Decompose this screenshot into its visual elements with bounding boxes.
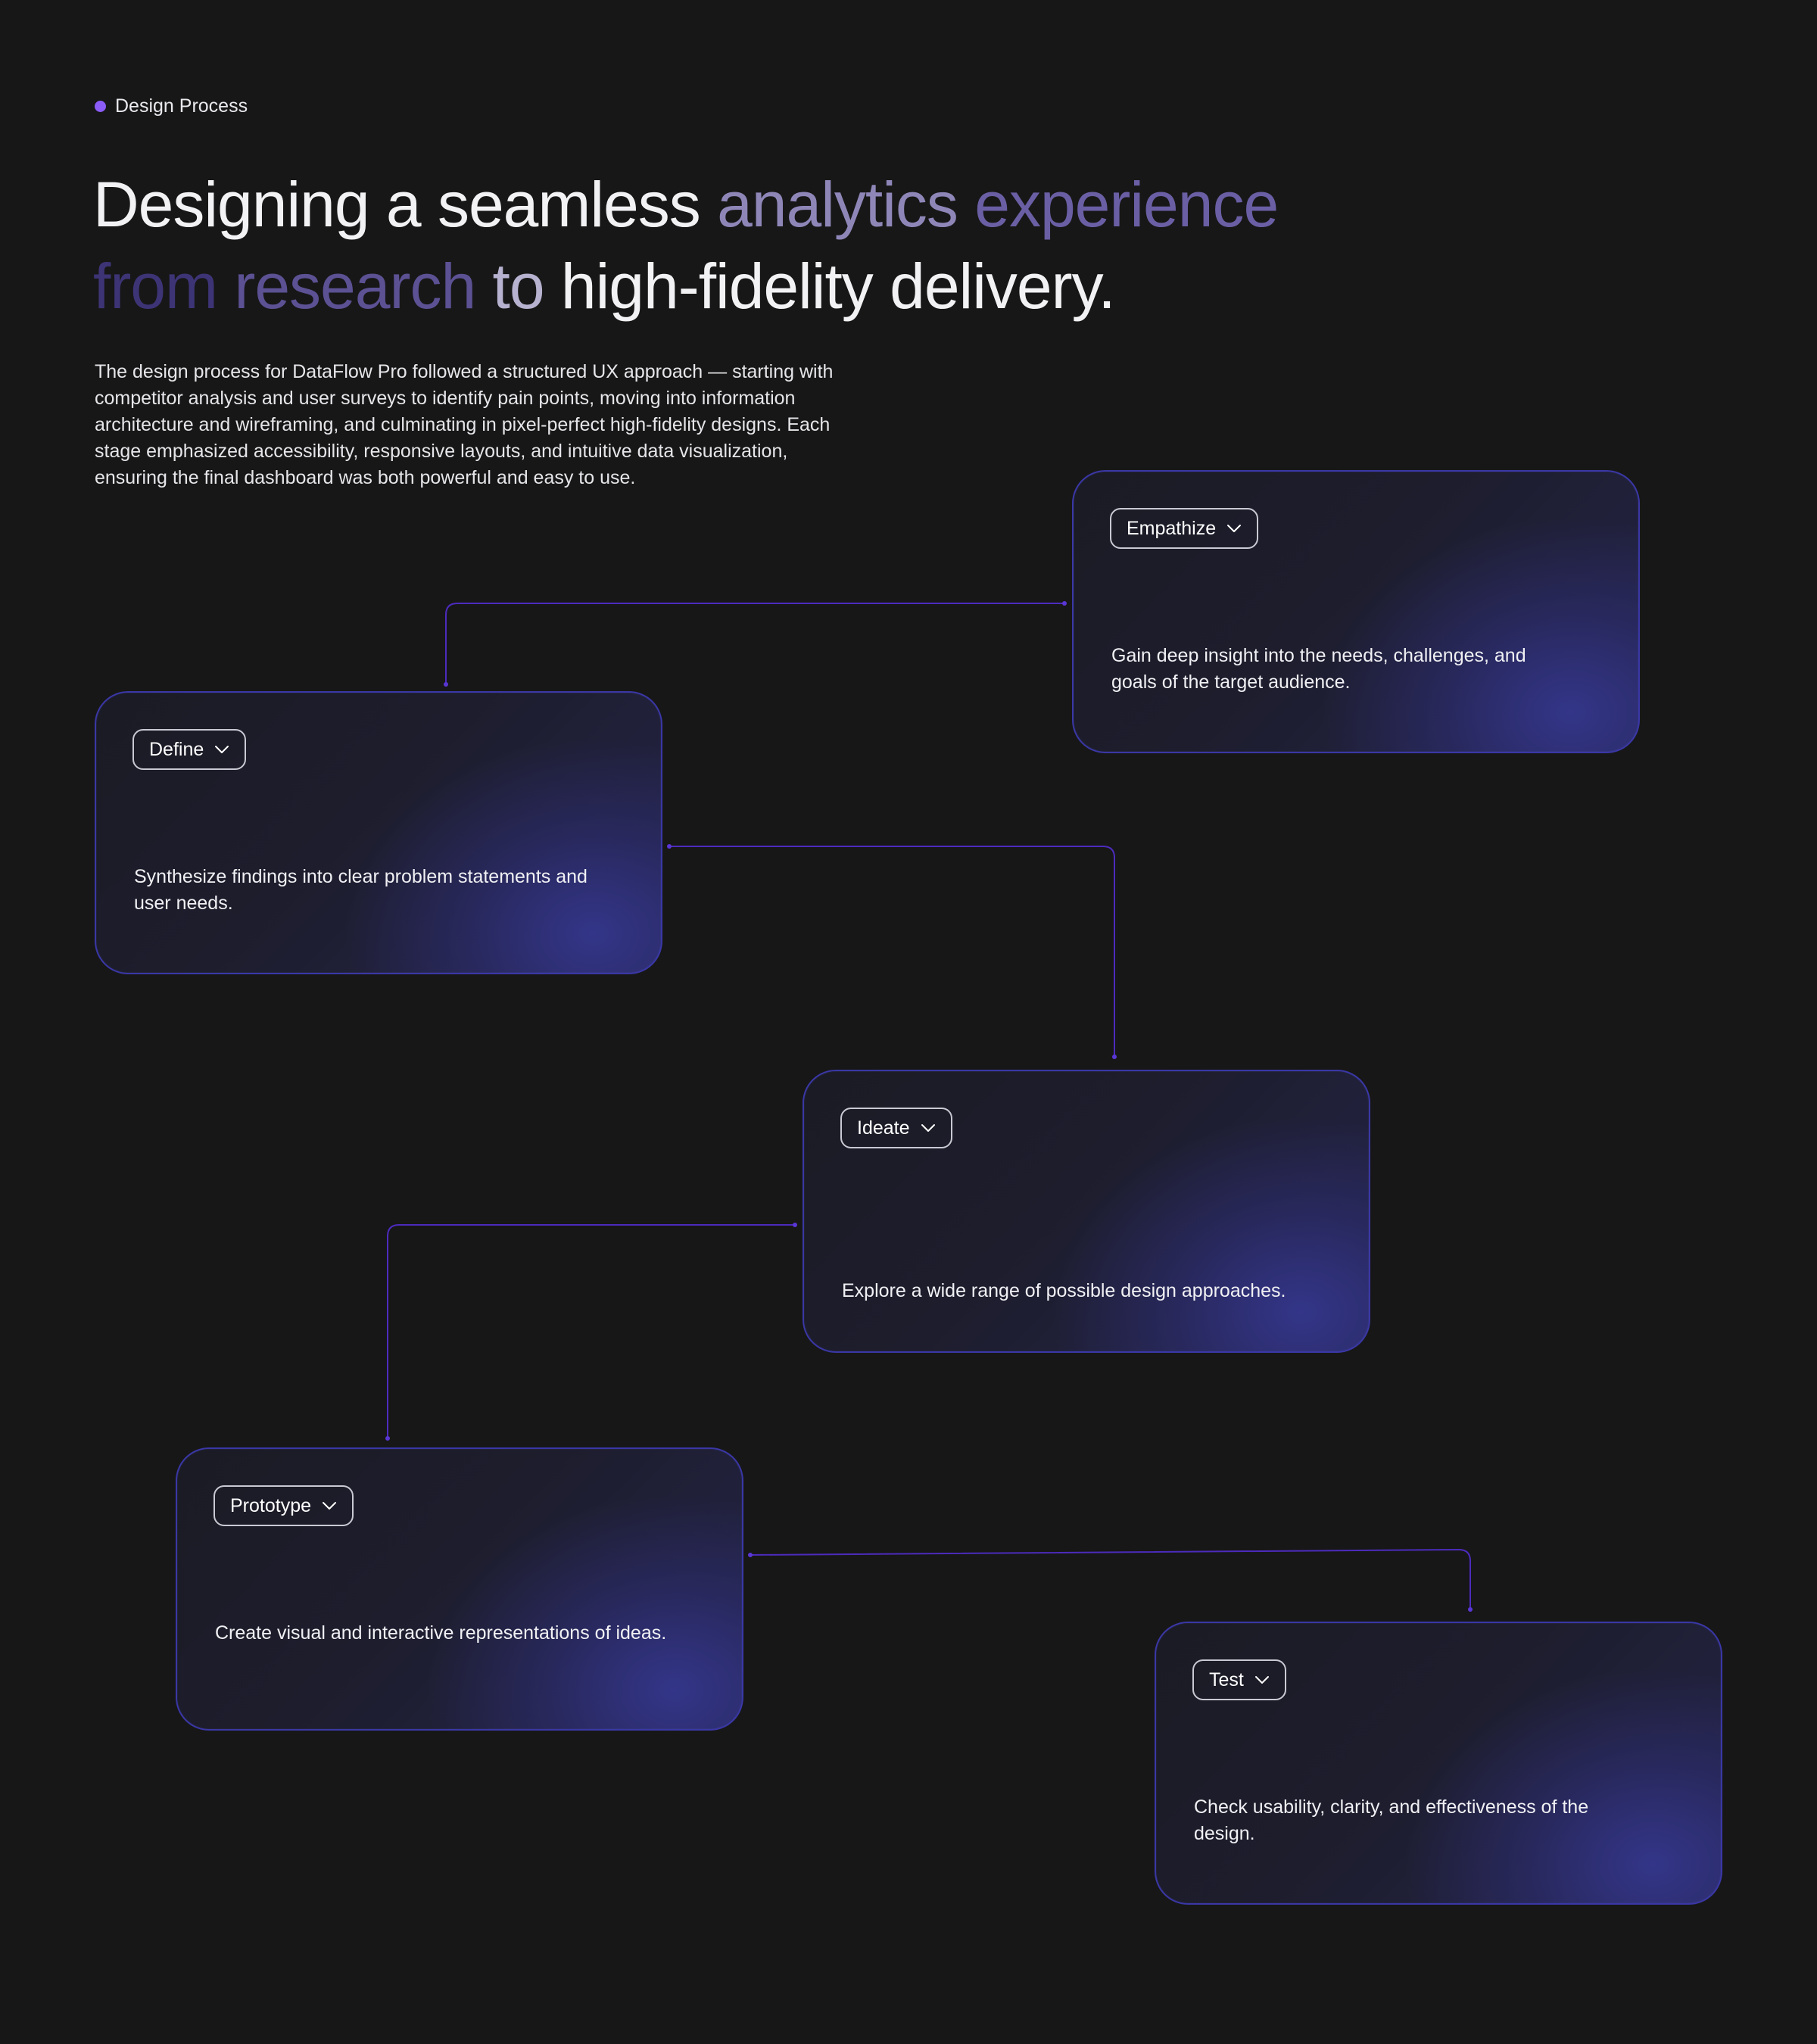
chevron-down-icon — [921, 1123, 936, 1133]
step-description: Gain deep insight into the needs, challenges, and goals of the target audience. — [1111, 645, 1526, 693]
step-label: Define — [149, 738, 204, 760]
step-dropdown-ideate[interactable] — [840, 1108, 952, 1148]
step-dropdown-test[interactable] — [1192, 1659, 1286, 1700]
step-dropdown-empathize[interactable] — [1110, 508, 1258, 549]
connector-ideate-prototype — [388, 1225, 795, 1438]
chevron-down-icon — [322, 1501, 337, 1510]
step-description: Create visual and interactive representations of ideas. — [215, 1622, 667, 1644]
step-card-define — [95, 691, 662, 974]
headline-part-3: experience — [974, 169, 1279, 240]
step-description: Synthesize findings into clear problem statements and user needs. — [134, 866, 587, 914]
step-description: Explore a wide range of possible design approaches. — [842, 1280, 1286, 1301]
headline-part-2: analytics — [717, 169, 975, 240]
headline-part-7: high-fidelity delivery. — [560, 251, 1115, 322]
headline-part-5: research — [234, 251, 493, 322]
chevron-down-icon — [1226, 524, 1242, 533]
step-card-prototype — [176, 1447, 743, 1731]
connector-prototype-test — [750, 1550, 1470, 1609]
connector-define-ideate — [669, 846, 1114, 1057]
headline-part-1: Designing a seamless — [93, 169, 718, 240]
step-card-ideate — [803, 1070, 1370, 1353]
connector-empathize-define — [446, 603, 1064, 684]
chevron-down-icon — [1254, 1675, 1270, 1684]
headline-part-6: to — [492, 251, 561, 322]
chevron-down-icon — [214, 745, 229, 754]
step-dropdown-define[interactable] — [132, 729, 246, 770]
step-label: Ideate — [857, 1117, 910, 1139]
step-label: Prototype — [230, 1494, 312, 1516]
step-card-empathize — [1072, 470, 1640, 753]
intro-paragraph: The design process for DataFlow Pro followed a structured UX approach — starting with competitor analysis and user surveys to identify pain points, moving into information architecture and wireframing, and culminating in pixel-perfect high-fidelity designs. Each stage emphasized accessibility, responsive layouts, and intuitive data visualization, ensuring the final dashboard was both powerful and easy to use. — [95, 361, 834, 488]
step-description: Check usability, clarity, and effectiveness of the design. — [1194, 1796, 1589, 1844]
step-label: Test — [1209, 1669, 1244, 1690]
section-label: Design Process — [115, 95, 248, 117]
step-card-test — [1155, 1622, 1722, 1905]
step-dropdown-prototype[interactable] — [213, 1485, 354, 1526]
headline-part-4: from — [93, 251, 235, 322]
step-label: Empathize — [1127, 517, 1217, 539]
